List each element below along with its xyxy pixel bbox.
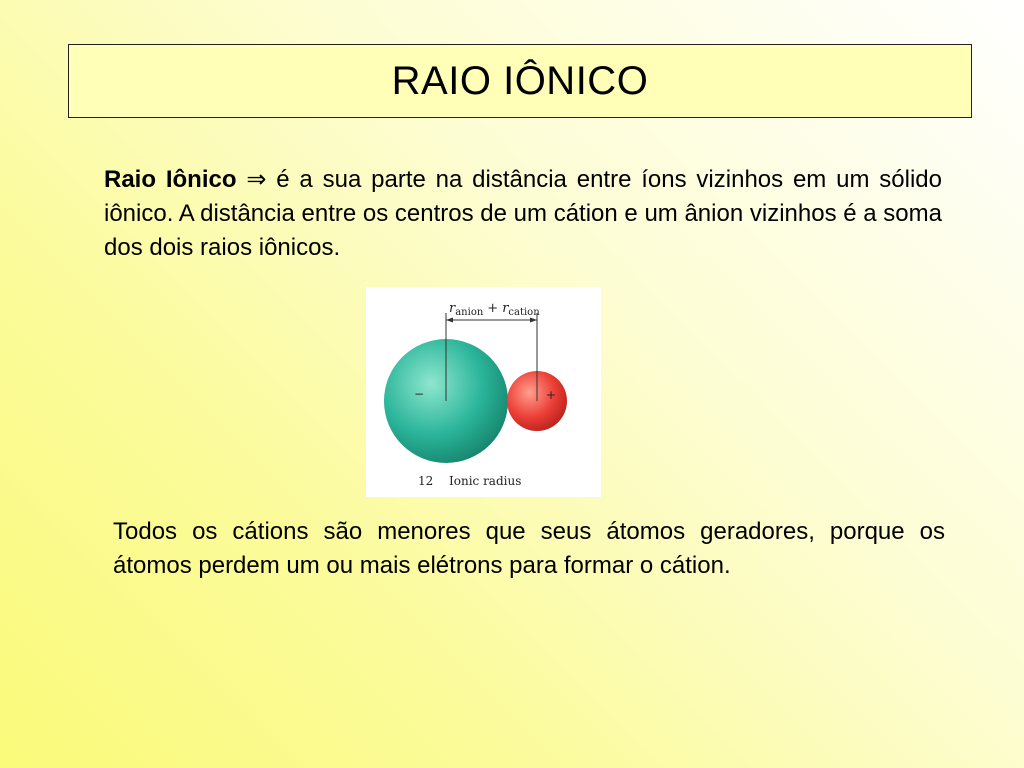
formula-sub-cation: cation: [508, 307, 540, 318]
formula-plus: +: [487, 301, 499, 316]
formula-r1: r: [449, 301, 456, 316]
cation-charge-sign: +: [546, 388, 557, 402]
title-box: [68, 44, 972, 118]
implies-arrow: ⇒: [246, 166, 267, 193]
dimension-arrow-left: [446, 318, 453, 323]
formula-r2: r: [502, 301, 509, 316]
ionic-radius-figure: [366, 287, 601, 497]
ionic-radius-diagram: [366, 287, 601, 497]
anion-charge-sign: −: [414, 387, 425, 401]
figure-caption-number: 12: [418, 474, 434, 488]
sum-formula: [449, 301, 540, 318]
cation-note-paragraph: Todos os cátions são menores que seus átomos geradores, porque os átomos perdem um ou mais elétrons para formar o cátion.: [113, 518, 945, 579]
figure-caption-text: Ionic radius: [449, 474, 522, 488]
formula-sub-anion: anion: [455, 307, 484, 318]
definition-term: Raio Iônico: [104, 166, 237, 193]
dimension-arrow-right: [530, 318, 537, 323]
definition-paragraph: [104, 163, 942, 265]
slide-title: RAIO IÔNICO: [391, 58, 649, 103]
definition-text: é a sua parte na distância entre íons vizinhos em um sólido iônico. A distância entre os centros de um cátion e um ânion vizinhos é a soma dos dois raios iônicos.: [104, 166, 942, 261]
